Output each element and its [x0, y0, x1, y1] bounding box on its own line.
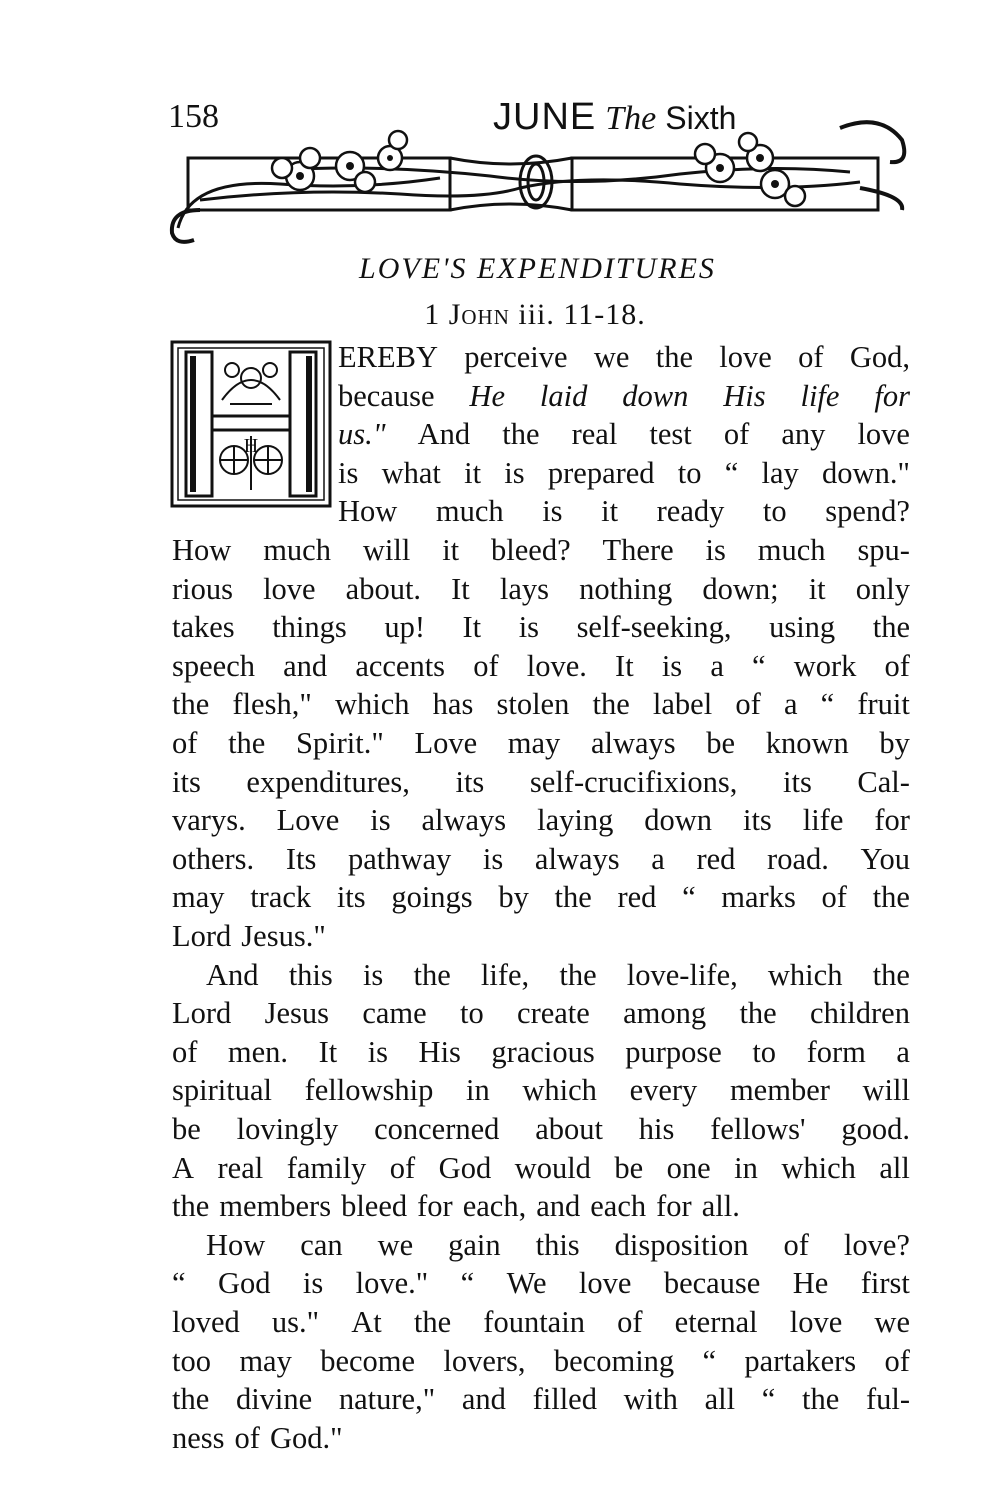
text-line: spiritual fellowship in which every member will — [172, 1073, 910, 1108]
running-title-day: Sixth — [665, 100, 737, 136]
text-line: others. Its pathway is always a red road. You — [172, 841, 910, 876]
text-line: the divine nature," and filled with all “ the ful- — [172, 1382, 910, 1417]
text-line: of the Spirit." Love may always be known by — [172, 726, 910, 760]
text-line: How can we gain this disposition of love? — [206, 1227, 910, 1262]
text-line: is what it is prepared to “ lay down." — [338, 455, 910, 490]
running-title-the: The — [605, 100, 657, 137]
text-line: us." And the real test of any love — [338, 417, 910, 452]
text-line: the members bleed for each, and each for all. — [172, 1189, 740, 1224]
floral-border-ornament-icon — [160, 118, 912, 248]
text-line: Lord Jesus." — [172, 919, 326, 953]
text-line: loved us." At the fountain of eternal love we — [172, 1305, 910, 1339]
text-line: How much is it ready to spend? — [338, 494, 910, 529]
scripture-reference — [0, 298, 1000, 332]
reference-verses: iii. 11-18. — [518, 298, 646, 331]
text-line: And this is the life, the love-life, which the — [206, 957, 910, 992]
text-line: be lovingly concerned about his fellows' good. — [172, 1112, 910, 1146]
text-line: speech and accents of love. It is a “ work of — [172, 648, 910, 683]
running-title-month: JUNE — [493, 96, 597, 138]
text-line: may track its goings by the red “ marks of the — [172, 880, 910, 915]
text-line: of men. It is His gracious purpose to form a — [172, 1034, 910, 1069]
page-header — [0, 0, 1000, 250]
text-line: the flesh," which has stolen the label of a “ fruit — [172, 687, 910, 722]
text-line: because He laid down His life for — [338, 378, 910, 413]
text-line: “ God is love." “ We love because He first — [172, 1266, 910, 1301]
text-line: too may become lovers, becoming “ partakers of — [172, 1343, 910, 1378]
reference-book: John — [448, 298, 510, 331]
text-line: its expenditures, its self-crucifixions, its Cal- — [172, 764, 910, 799]
drop-cap-letter: H — [243, 435, 259, 457]
page-number: 158 — [168, 98, 219, 135]
text-line: ness of God." — [172, 1420, 343, 1455]
reference-number: 1 — [424, 298, 441, 331]
text-line: varys. Love is always laying down its life for — [172, 803, 910, 838]
text-line: EREBY perceive we the love of God, — [338, 340, 910, 374]
text-line: A real family of God would be one in which all — [172, 1150, 910, 1185]
section-title: LOVE'S EXPENDITURES — [359, 252, 716, 285]
text-line: rious love about. It lays nothing down; it only — [172, 571, 910, 606]
text-line: takes things up! It is self-seeking, using the — [172, 610, 910, 645]
text-line: How much will it bleed? There is much spu- — [172, 533, 910, 567]
drop-cap-letter-h-icon — [170, 340, 332, 508]
text-line: Lord Jesus came to create among the children — [172, 996, 910, 1031]
